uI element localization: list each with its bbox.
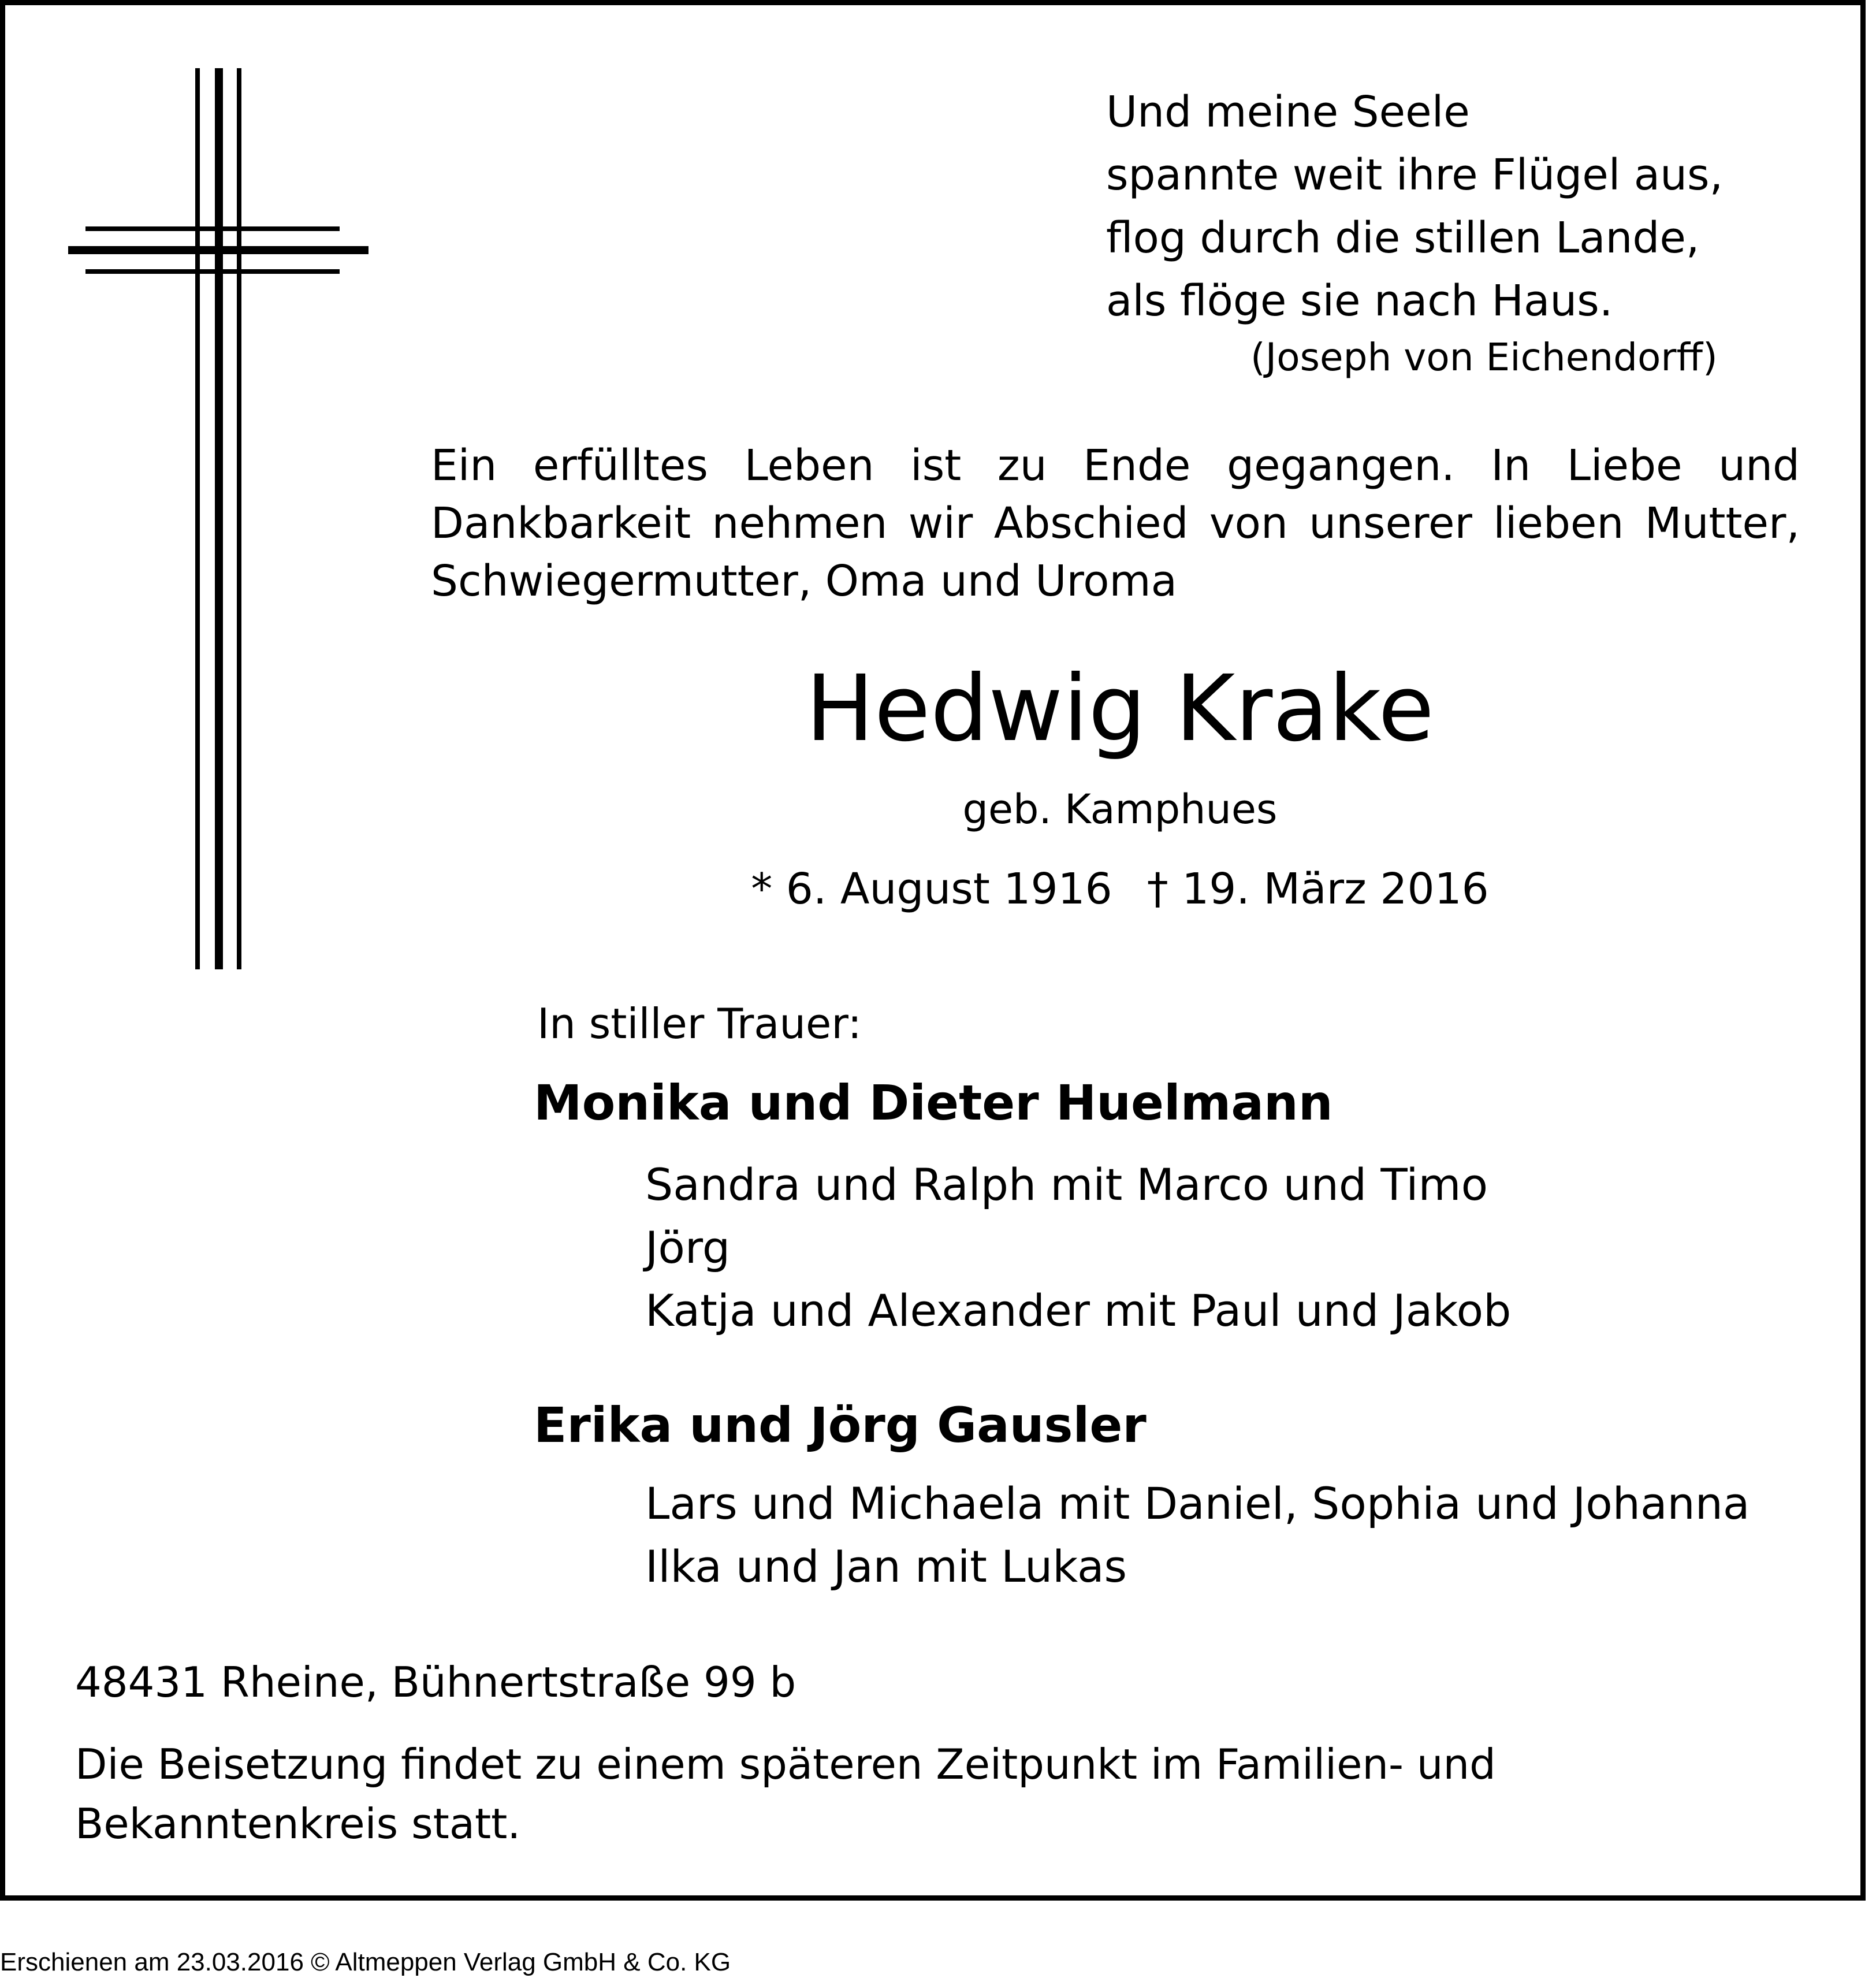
family-member: Katja und Alexander mit Paul und Jakob xyxy=(645,1285,1512,1336)
family-members xyxy=(645,1153,1511,1342)
birth-date: * 6. August 1916 xyxy=(751,864,1112,914)
poem-author: (Joseph von Eichendorff) xyxy=(1250,335,1718,380)
family-head: Erika und Jörg Gausler xyxy=(534,1397,1147,1453)
family-member: Jörg xyxy=(645,1222,731,1273)
poem-line: flog durch die stillen Lande, xyxy=(1106,213,1700,263)
family-member: Sandra und Ralph mit Marco und Timo xyxy=(645,1159,1488,1210)
death-date: † 19. März 2016 xyxy=(1147,864,1489,914)
poem-line: spannte weit ihre Flügel aus, xyxy=(1106,150,1724,200)
birth-name: geb. Kamphues xyxy=(962,786,1278,833)
address: 48431 Rheine, Bühnertstraße 99 b xyxy=(75,1658,796,1706)
publication-footer: Erschienen am 23.03.2016 © Altmeppen Verlag GmbH & Co. KG xyxy=(0,1948,731,1976)
poem xyxy=(1106,81,1723,333)
life-dates xyxy=(0,864,1876,914)
mourning-label: In stiller Trauer: xyxy=(537,999,862,1048)
poem-line: als flöge sie nach Haus. xyxy=(1106,276,1613,326)
family-head: Monika und Dieter Huelmann xyxy=(534,1074,1333,1131)
family-members xyxy=(645,1472,1750,1598)
cross-icon xyxy=(68,68,368,969)
intro-text: Ein erfülltes Leben ist zu Ende gegangen. In Liebe und Dankbarkeit nehmen wir Abschied von unserer lieben Mutter, Schwiegermutter, Oma und Uroma xyxy=(431,441,1800,606)
burial-note: Die Beisetzung findet zu einem späteren Zeitpunkt im Familien- und Bekanntenkreis statt. xyxy=(75,1740,1496,1848)
poem-line: Und meine Seele xyxy=(1106,87,1470,137)
family-member: Ilka und Jan mit Lukas xyxy=(645,1541,1127,1592)
family-member: Lars und Michaela mit Daniel, Sophia und Johanna xyxy=(645,1478,1750,1529)
deceased-name: Hedwig Krake xyxy=(805,656,1435,762)
